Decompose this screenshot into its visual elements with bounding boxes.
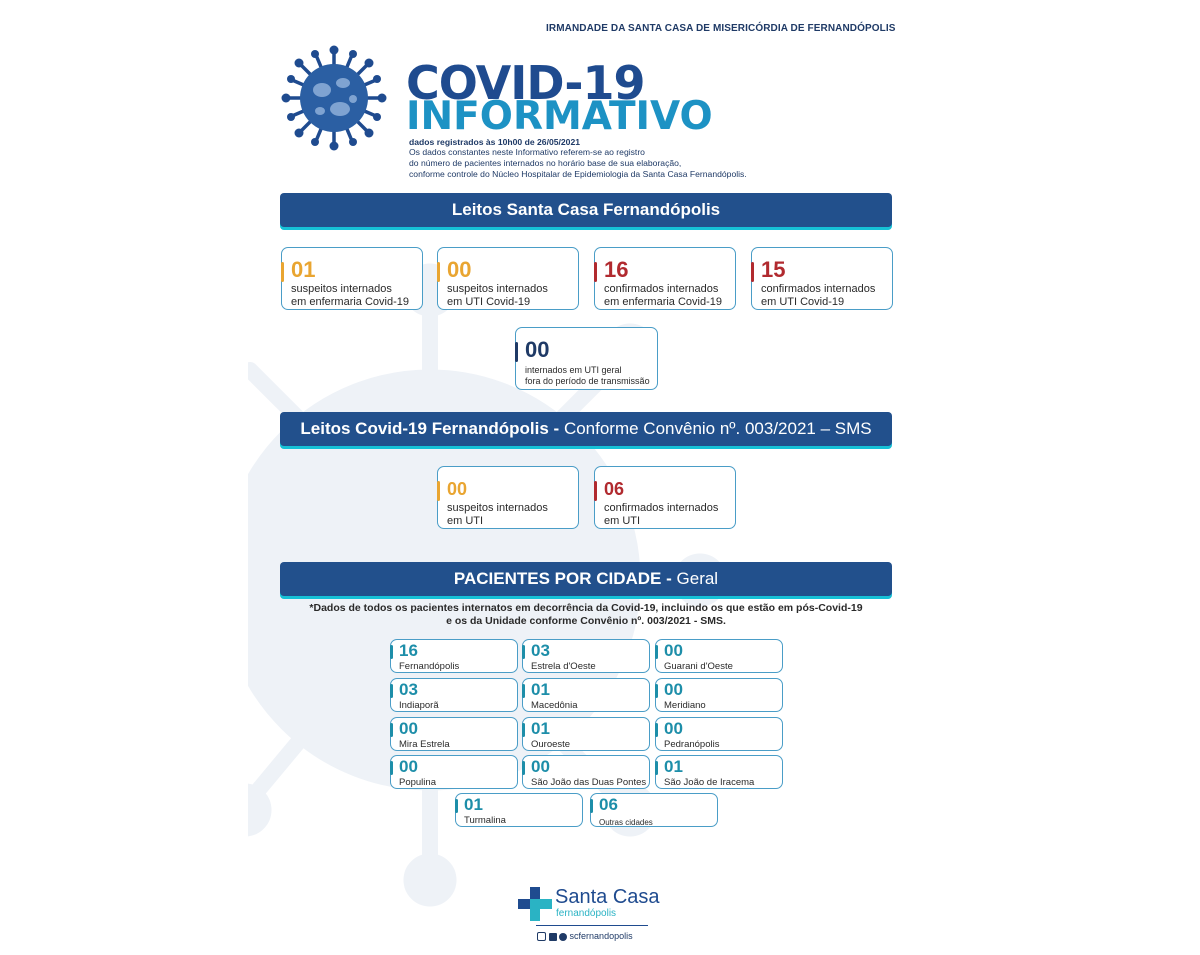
stat-label-line: confirmados internados bbox=[761, 283, 876, 295]
city-count: 00 bbox=[664, 641, 683, 660]
stat-value: 00 bbox=[525, 337, 550, 362]
stat-label-line: em UTI Covid-19 bbox=[447, 296, 531, 308]
accent-bar bbox=[437, 262, 440, 282]
accent-bar bbox=[522, 645, 525, 659]
section-title-light: Geral bbox=[676, 569, 719, 588]
data-date: dados registrados às 10h00 de 26/05/2021 bbox=[409, 137, 581, 147]
stat-value: 00 bbox=[447, 257, 472, 282]
cities-note-line: e os da Unidade conforme Convênio nº. 003/2021 - SMS. bbox=[446, 615, 726, 627]
accent-bar bbox=[390, 761, 393, 775]
city-count: 00 bbox=[399, 719, 418, 738]
santa-casa-cross-logo-icon bbox=[518, 887, 552, 921]
header-note-line: Os dados constantes neste Informativo referem-se ao registro bbox=[409, 147, 645, 157]
stat-label-line: fora do período de transmissão bbox=[525, 376, 650, 386]
city-name: Pedranópolis bbox=[664, 739, 720, 750]
organization-name: IRMANDADE DA SANTA CASA DE MISERICÓRDIA DE FERNANDÓPOLIS bbox=[546, 23, 896, 34]
city-card bbox=[522, 717, 650, 751]
accent-bar bbox=[594, 481, 597, 501]
city-card bbox=[655, 755, 783, 789]
section-title-bold: Leitos Covid-19 Fernandópolis - bbox=[300, 419, 560, 438]
logo-name: Santa Casa bbox=[555, 886, 660, 908]
cities-note bbox=[280, 602, 892, 628]
city-count: 06 bbox=[599, 795, 618, 814]
accent-bar bbox=[655, 761, 658, 775]
social-handle[interactable]: scfernandopolis bbox=[569, 931, 633, 941]
accent-bar bbox=[522, 723, 525, 737]
accent-bar bbox=[437, 481, 440, 501]
stat-label bbox=[291, 283, 409, 309]
section-banner-cidades bbox=[280, 562, 892, 596]
stat-label-line: em UTI Covid-19 bbox=[761, 296, 845, 308]
city-count: 00 bbox=[399, 757, 418, 776]
stat-card bbox=[751, 247, 893, 310]
city-card bbox=[390, 678, 518, 712]
section-title-light: Conforme Convênio nº. 003/2021 – SMS bbox=[563, 419, 872, 438]
accent-bar bbox=[390, 723, 393, 737]
stat-label-line: internados em UTI geral bbox=[525, 365, 622, 375]
facebook-icon[interactable] bbox=[549, 933, 557, 941]
city-name: Ouroeste bbox=[531, 739, 571, 750]
city-card bbox=[590, 793, 718, 827]
section-title: Leitos Santa Casa Fernandópolis bbox=[451, 200, 721, 219]
city-count: 03 bbox=[399, 680, 418, 699]
city-name: Macedônia bbox=[531, 700, 578, 711]
accent-bar bbox=[590, 799, 593, 813]
stat-value: 06 bbox=[604, 479, 625, 499]
city-name: Outras cidades bbox=[599, 818, 653, 827]
accent-bar bbox=[594, 262, 597, 282]
city-name: Populina bbox=[399, 777, 436, 788]
city-count: 01 bbox=[664, 757, 683, 776]
title-covid19: COVID-19 bbox=[406, 56, 645, 110]
footer-divider bbox=[536, 925, 648, 926]
stat-card bbox=[594, 466, 736, 529]
city-count: 01 bbox=[464, 795, 483, 814]
stat-value: 01 bbox=[291, 257, 316, 282]
accent-bar bbox=[522, 684, 525, 698]
social-links bbox=[537, 931, 633, 941]
stat-label bbox=[761, 283, 875, 309]
city-count: 03 bbox=[531, 641, 550, 660]
city-name: Guarani d'Oeste bbox=[664, 661, 733, 672]
section-banner-santa-casa bbox=[280, 193, 892, 227]
stat-label-line: em enfermaria Covid-19 bbox=[291, 296, 409, 308]
header-note bbox=[409, 147, 747, 180]
city-name: Fernandópolis bbox=[399, 661, 460, 672]
city-name: Indiaporã bbox=[399, 700, 439, 711]
stat-label-line: suspeitos internados bbox=[447, 283, 548, 295]
cities-note-line: *Dados de todos os pacientes internatos em decorrência da Covid-19, incluindo os que estão em pós-Covid-19 bbox=[309, 602, 863, 614]
stat-value: 15 bbox=[761, 257, 786, 282]
city-card bbox=[655, 639, 783, 673]
stat-label bbox=[447, 283, 548, 309]
city-count: 00 bbox=[664, 680, 683, 699]
header-note-line: do número de pacientes internados no horário base de sua elaboração, bbox=[409, 158, 682, 168]
stat-card bbox=[594, 247, 736, 310]
city-card bbox=[390, 717, 518, 751]
city-card bbox=[655, 717, 783, 751]
accent-bar bbox=[390, 645, 393, 659]
city-name: São João das Duas Pontes bbox=[531, 777, 647, 788]
accent-bar bbox=[281, 262, 284, 282]
section-title-bold: PACIENTES POR CIDADE - bbox=[453, 569, 672, 588]
accent-bar bbox=[515, 342, 518, 362]
city-count: 01 bbox=[531, 719, 550, 738]
city-card bbox=[390, 639, 518, 673]
accent-bar bbox=[390, 684, 393, 698]
header-note-line: conforme controle do Núcleo Hospitalar de Epidemiologia da Santa Casa Fernandópolis. bbox=[409, 169, 747, 179]
city-name: Estrela d'Oeste bbox=[531, 661, 596, 672]
city-count: 00 bbox=[664, 719, 683, 738]
accent-bar bbox=[655, 723, 658, 737]
stat-label bbox=[525, 365, 650, 387]
city-name: Turmalina bbox=[464, 815, 506, 826]
stat-label-line: confirmados internados bbox=[604, 502, 719, 514]
city-name: São João de Iracema bbox=[664, 777, 755, 788]
title-informativo: INFORMATIVO bbox=[406, 94, 713, 139]
instagram-icon[interactable] bbox=[537, 932, 546, 941]
stat-card bbox=[437, 247, 579, 310]
stat-label-line: em enfermaria Covid-19 bbox=[604, 296, 722, 308]
stat-label bbox=[604, 502, 718, 528]
city-card bbox=[455, 793, 583, 827]
stat-label-line: confirmados internados bbox=[604, 283, 719, 295]
city-card bbox=[522, 678, 650, 712]
stat-card bbox=[437, 466, 579, 529]
city-name: Mira Estrela bbox=[399, 739, 450, 750]
twitter-icon[interactable] bbox=[559, 933, 567, 941]
virus-icon bbox=[280, 43, 388, 153]
accent-bar bbox=[522, 761, 525, 775]
stat-label-line: em UTI bbox=[604, 515, 641, 527]
accent-bar bbox=[655, 645, 658, 659]
city-card bbox=[522, 755, 650, 789]
city-count: 01 bbox=[531, 680, 550, 699]
accent-bar bbox=[655, 684, 658, 698]
city-count: 16 bbox=[399, 641, 418, 660]
city-card bbox=[522, 639, 650, 673]
stat-label-line: suspeitos internados bbox=[447, 502, 548, 514]
stat-value: 00 bbox=[447, 479, 468, 499]
stat-label bbox=[604, 283, 722, 309]
stat-label bbox=[447, 502, 548, 528]
city-count: 00 bbox=[531, 757, 550, 776]
stat-card bbox=[281, 247, 423, 310]
logo-subtitle: fernandópolis bbox=[556, 908, 617, 919]
stat-label-line: suspeitos internados bbox=[291, 283, 392, 295]
city-card bbox=[390, 755, 518, 789]
city-name: Meridiano bbox=[664, 700, 706, 711]
stat-card bbox=[515, 327, 658, 390]
accent-bar bbox=[751, 262, 754, 282]
accent-bar bbox=[455, 799, 458, 813]
city-card bbox=[655, 678, 783, 712]
section-banner-convenio bbox=[280, 412, 892, 446]
stat-label-line: em UTI bbox=[447, 515, 484, 527]
stat-value: 16 bbox=[604, 257, 629, 282]
